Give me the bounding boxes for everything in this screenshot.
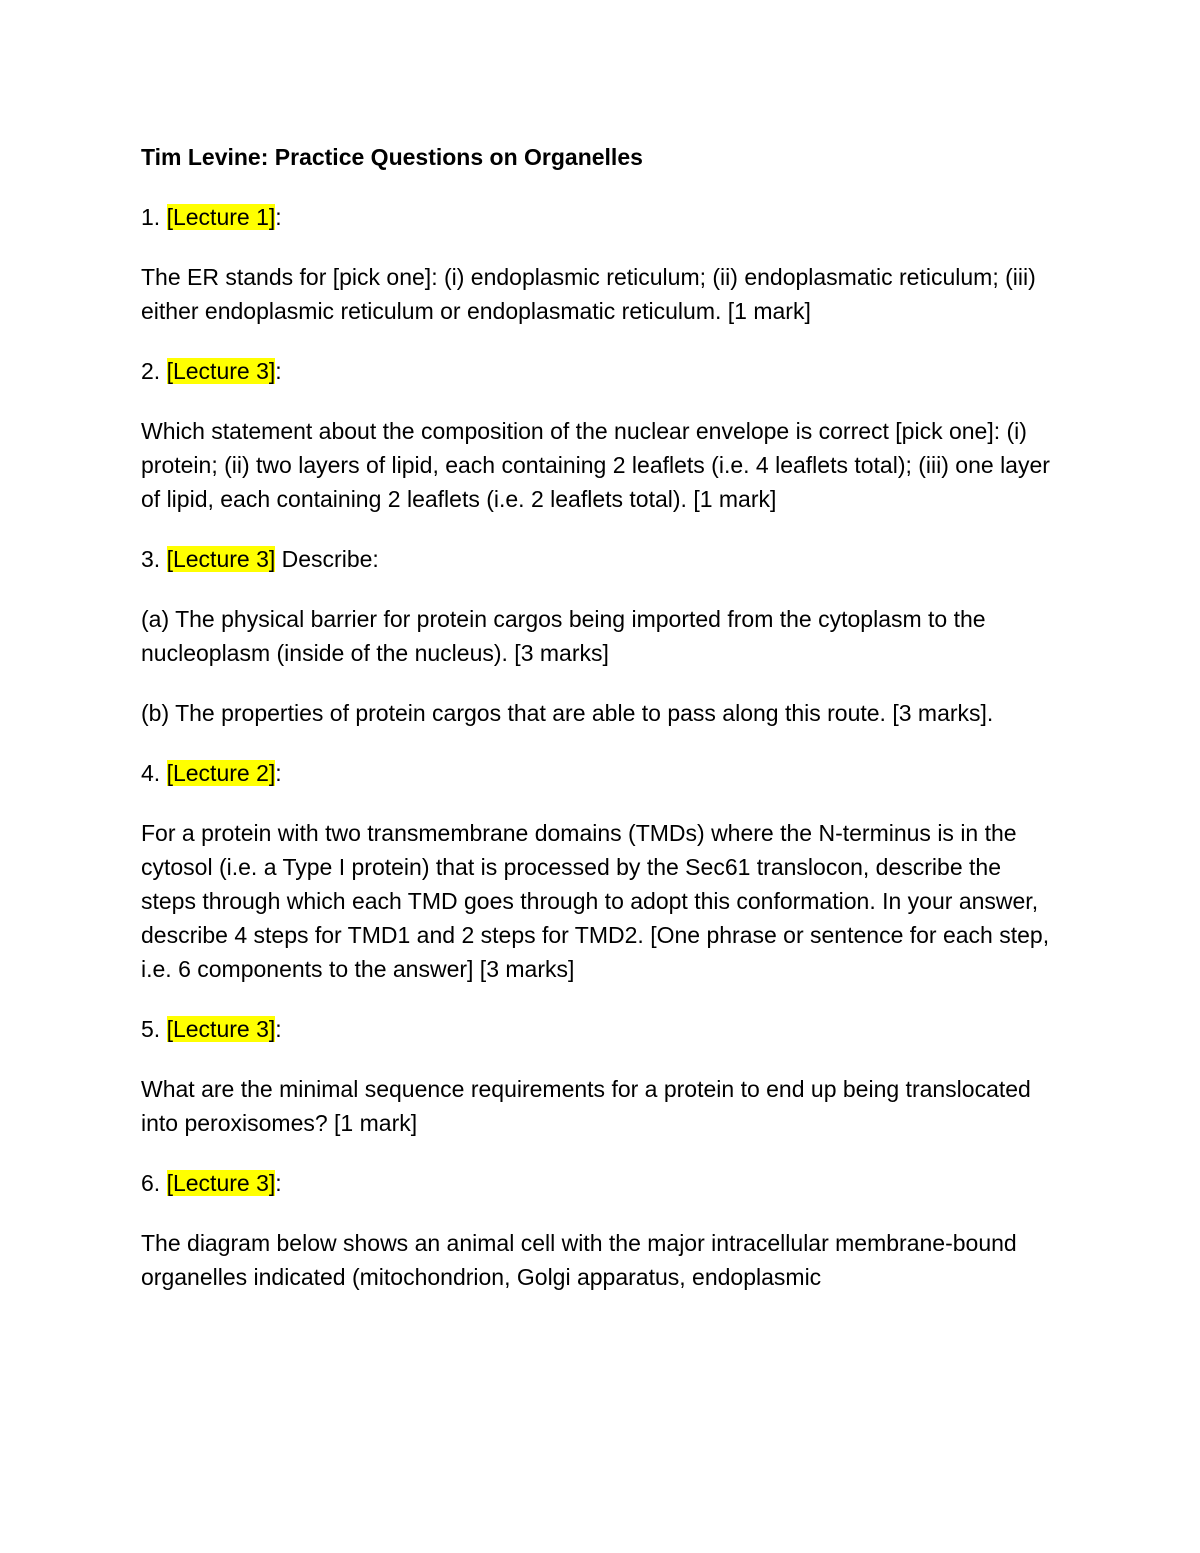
lecture-tag: [Lecture 2] <box>166 760 276 786</box>
question-4 <box>141 756 1061 986</box>
question-1 <box>141 200 1061 328</box>
question-text: What are the minimal sequence requirements for a protein to end up being translocated into peroxisomes? [1 mark] <box>141 1076 1031 1136</box>
question-number: 3. <box>141 546 161 572</box>
question-3 <box>141 542 1061 730</box>
question-2 <box>141 354 1061 516</box>
question-number: 2. <box>141 358 161 384</box>
question-text: The ER stands for [pick one]: (i) endoplasmic reticulum; (ii) endoplasmatic reticulum; (iii) either endoplasmic reticulum or endoplasmatic reticulum. [1 mark] <box>141 264 1036 324</box>
question-header <box>141 756 1061 790</box>
question-header-suffix: : <box>275 204 282 230</box>
question-text: For a protein with two transmembrane domains (TMDs) where the N-terminus is in the cytosol (i.e. a Type I protein) that is processed by the Sec61 translocon, describe the steps through which each TMD goes through to adopt this conformation. In your answer, describe 4 steps for TMD1 and 2 steps for TMD2. [One phrase or sentence for each step, i.e. 6 components to the answer] [3 marks] <box>141 820 1050 982</box>
question-header <box>141 354 1061 388</box>
question-text: The diagram below shows an animal cell with the major intracellular membrane-bound organelles indicated (mitochondrion, Golgi apparatus, endoplasmic <box>141 1230 1017 1290</box>
lecture-tag: [Lecture 3] <box>166 1170 276 1196</box>
question-6 <box>141 1166 1061 1294</box>
question-number: 1. <box>141 204 161 230</box>
question-number: 6. <box>141 1170 161 1196</box>
question-number: 4. <box>141 760 161 786</box>
question-text: Which statement about the composition of the nuclear envelope is correct [pick one]: (i) protein; (ii) two layers of lipid, each containing 2 leaflets (i.e. 4 leaflets total); (iii) one layer of lipid, each containing 2 leaflets (i.e. 2 leaflets total). [1 mark] <box>141 418 1050 512</box>
lecture-tag: [Lecture 3] <box>166 358 276 384</box>
question-header-suffix: : <box>275 358 282 384</box>
lecture-tag: [Lecture 3] <box>166 1016 276 1042</box>
question-header-suffix: : <box>275 1170 282 1196</box>
question-part-b: (b) The properties of protein cargos that are able to pass along this route. [3 marks]. <box>141 700 994 726</box>
question-header <box>141 542 1061 576</box>
document-page <box>141 140 1061 1320</box>
question-header-suffix: : <box>275 1016 282 1042</box>
document-title: Tim Levine: Practice Questions on Organelles <box>141 144 643 170</box>
question-number: 5. <box>141 1016 161 1042</box>
lecture-tag: [Lecture 3] <box>166 546 276 572</box>
question-header <box>141 1166 1061 1200</box>
lecture-tag: [Lecture 1] <box>166 204 276 230</box>
question-part-a: (a) The physical barrier for protein cargos being imported from the cytoplasm to the nucleoplasm (inside of the nucleus). [3 marks] <box>141 606 986 666</box>
question-header-suffix: Describe: <box>275 546 379 572</box>
question-5 <box>141 1012 1061 1140</box>
question-header <box>141 1012 1061 1046</box>
question-header-suffix: : <box>275 760 282 786</box>
question-header <box>141 200 1061 234</box>
